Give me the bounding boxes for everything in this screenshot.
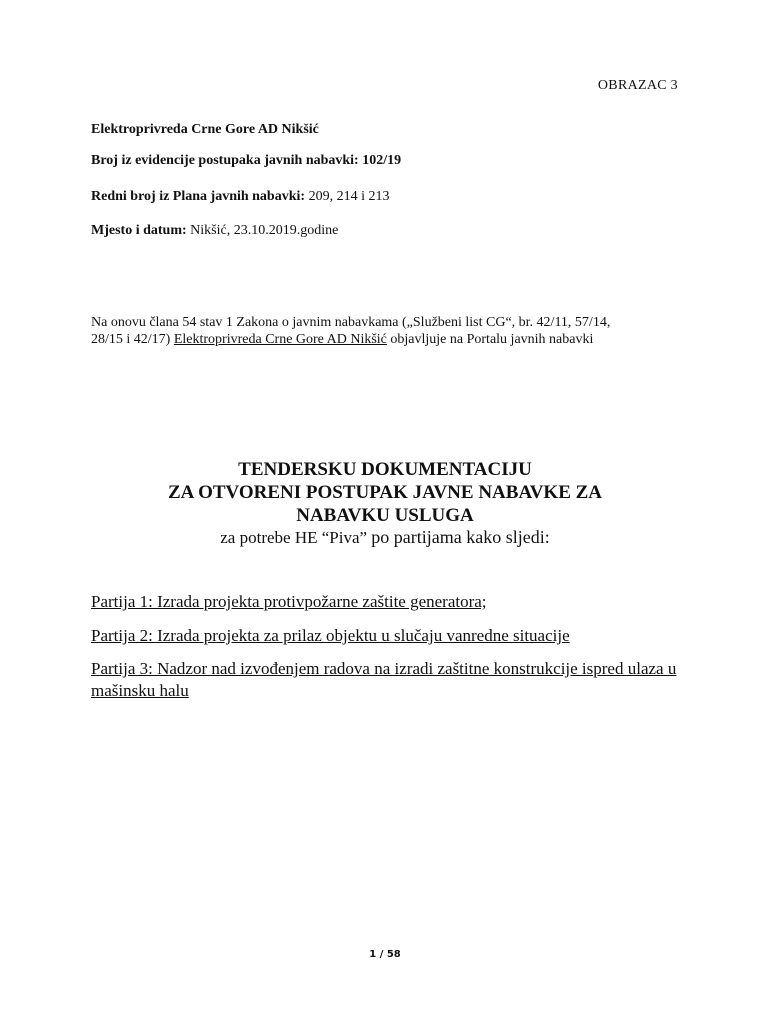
company-name: Elektroprivreda Crne Gore AD Nikšić bbox=[91, 122, 319, 137]
lot-1: Partija 1: Izrada projekta protivpožarne zaštite generatora; bbox=[91, 592, 487, 611]
plan-number: Redni broj iz Plana javnih nabavki: 209, 214 i 213 bbox=[91, 189, 390, 204]
page-counter: 1 / 58 bbox=[369, 949, 401, 960]
form-label: OBRAZAC 3 bbox=[597, 78, 678, 93]
intro-paragraph: Na onovu člana 54 stav 1 Zakona o javnim nabavkama („Službeni list CG“, br. 42/11, 57/14, 28/15 i 42/17) Elektroprivreda Crne Gore AD Nikšić objavljuje na Portalu javnih nabavki bbox=[91, 315, 611, 347]
company-link[interactable]: Elektroprivreda Crne Gore AD Nikšić bbox=[173, 332, 387, 347]
document-subtitle: za potrebe HE “Piva” po partijama kako sljedi: bbox=[220, 527, 550, 547]
document-title: TENDERSKU DOKUMENTACIJU ZA OTVORENI POSTUPAK JAVNE NABAVKE ZA NABAVKU USLUGA bbox=[167, 459, 603, 526]
lot-2: Partija 2: Izrada projekta za prilaz objektu u slučaju vanredne situacije bbox=[91, 626, 570, 645]
evidence-number: Broj iz evidencije postupaka javnih nabavki: 102/19 bbox=[91, 153, 402, 168]
place-date: Mjesto i datum: Nikšić, 23.10.2019.godine bbox=[91, 223, 339, 238]
lot-3: Partija 3: Nadzor nad izvođenjem radova na izradi zaštitne konstrukcije ispred ulaza u mašinsku halu bbox=[91, 659, 677, 700]
